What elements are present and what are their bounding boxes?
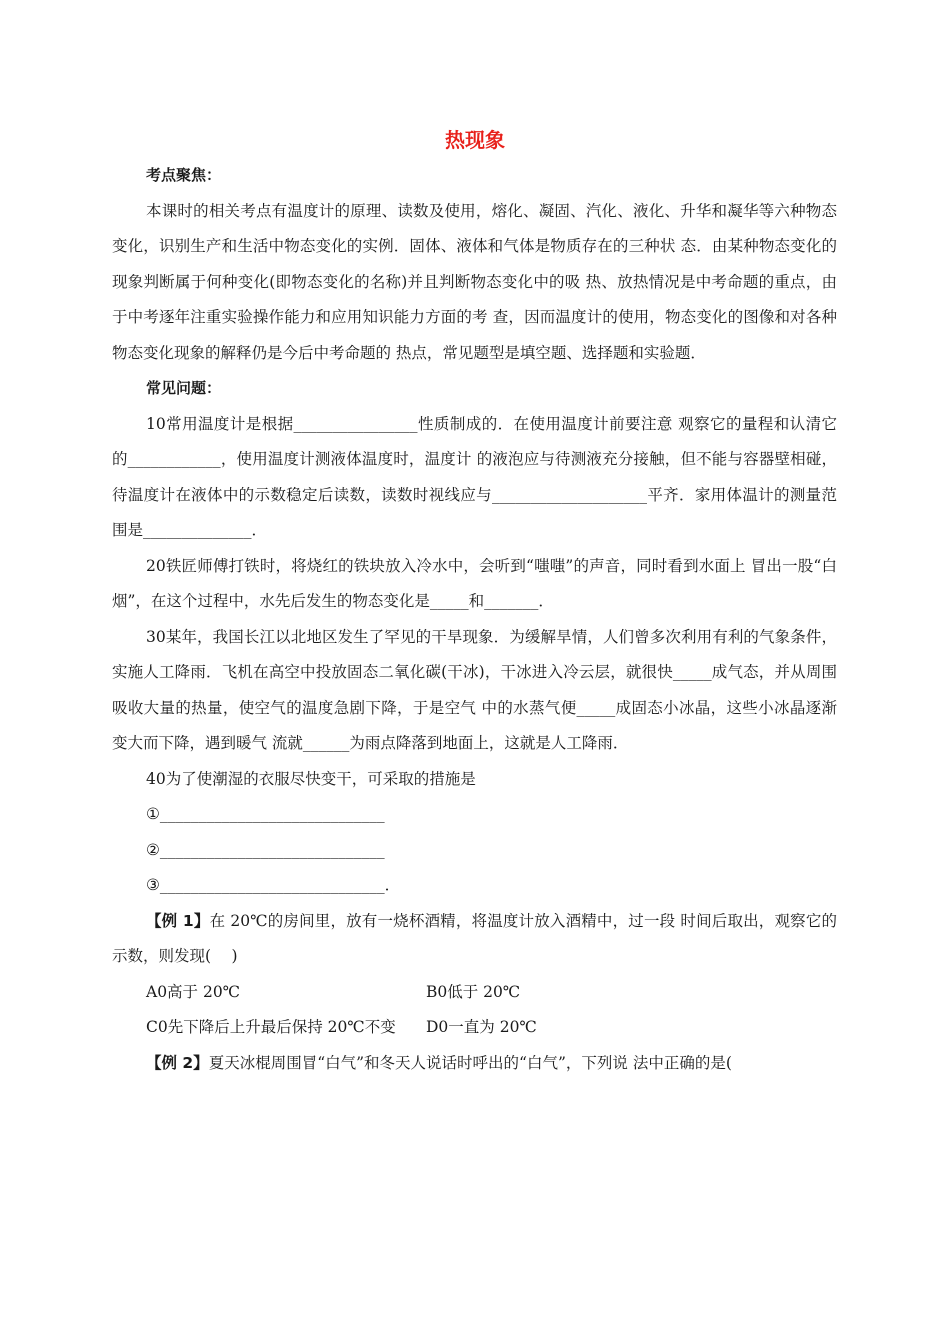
example-1-options-row-2 — [112, 1010, 837, 1046]
question-4-blank-2: ②_____________________________ — [146, 840, 385, 859]
question-1: 10常用温度计是根据________________性质制成的．在使用温度计前要注意 观察它的量程和认清它的____________，使用温度计测液体温度时，温度计 的液泡应与待测液充分接触，但不能与容器壁相碰，待温度计在液体中的示数稳定后读数，读数时视线应与____________________平齐．家用体温计的测量范围是______________． — [112, 414, 837, 539]
question-3: 30某年，我国长江以北地区发生了罕见的干旱现象．为缓解旱情，人们曾多次利用有利的气象条件，实施人工降雨．飞机在高空中投放固态二氧化碳(干冰)，干冰进入冷云层，就很快_____成气态，并从周围吸收大量的热量，使空气的温度急剧下降，于是空气 中的水蒸气便_____成固态小冰晶，这些小冰晶逐渐变大而下降，遇到暖气 流就______为雨点降落到地面上，这就是人工降雨． — [112, 627, 837, 752]
focus-heading: 考点聚焦： — [146, 166, 222, 184]
question-4-blank-1: ①_____________________________ — [146, 805, 385, 823]
example-2-label: 【例 2】 — [146, 1053, 209, 1072]
question-2: 20铁匠师傅打铁时，将烧红的铁块放入冷水中，会听到“嗤嗤”的声音，同时看到水面上 冒出一股“白烟”，在这个过程中，水先后发生的物态变化是_____和_______． — [112, 556, 837, 610]
example-2 — [112, 1046, 837, 1082]
example-1-options-row-1 — [112, 975, 837, 1011]
document-title: 热现象 — [445, 128, 505, 152]
focus-paragraph: 本课时的相关考点有温度计的原理、读数及使用，熔化、凝固、汽化、液化、升华和凝华等六种物态变化，识别生产和生活中物态变化的实例．固体、液体和气体是物质存在的三种状 态．由某种物态变化的现象判断属于何种变化(即物态变化的名称)并且判断物态变化中的吸 热、放热情况是中考命题的重点，由于中考逐年注重实验操作能力和应用知识能力方面的考 查，因而温度计的使用，物态变化的图像和对各种物态变化现象的解释仍是今后中考命题的 热点，常见题型是填空题、选择题和实验题． — [112, 201, 837, 362]
example-1-option-b: B0低于 20℃ — [426, 982, 521, 1001]
document-body — [112, 158, 837, 1081]
example-2-text: 夏天冰棍周围冒“白气”和冬天人说话时呼出的“白气”，下列说 法中正确的是( — [208, 1053, 732, 1072]
example-1-option-c: C0先下降后上升最后保持 20℃不变 — [146, 1018, 396, 1036]
common-questions-heading: 常见问题： — [146, 379, 222, 397]
example-1-text: 在 20℃的房间里，放有一烧杯酒精，将温度计放入酒精中，过一段 时间后取出，观察它的示数，则发现( ) — [112, 911, 837, 965]
question-4-blank-3: ③_____________________________． — [146, 876, 401, 894]
example-1-label: 【例 1】 — [146, 911, 210, 930]
example-1-option-d: D0一直为 20℃ — [426, 1018, 537, 1036]
example-1 — [112, 904, 837, 975]
question-4: 40为了使潮湿的衣服尽快变干，可采取的措施是 — [146, 769, 476, 788]
example-1-option-a: A0高于 20℃ — [146, 982, 241, 1001]
